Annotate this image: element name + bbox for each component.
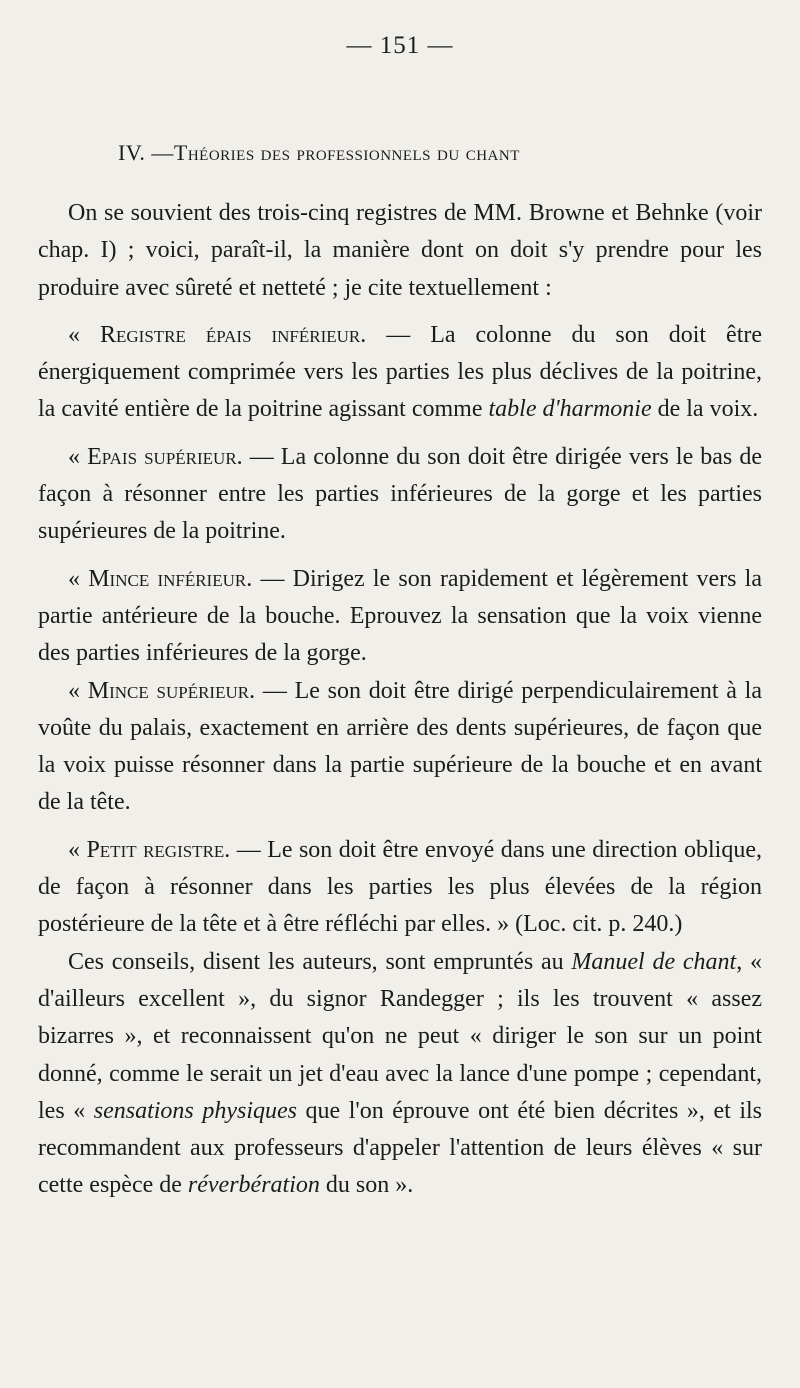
register-label: Epais supérieur. bbox=[87, 443, 243, 470]
register-label: Petit registre. bbox=[86, 836, 231, 863]
paragraph-petit-registre bbox=[38, 832, 762, 944]
paragraph-conseils bbox=[38, 944, 762, 1205]
quote-open: « bbox=[68, 677, 88, 704]
paragraph-text: — La colonne du son doit être énergiquement comprimée vers les parties les plus déclives de la poitrine, la cavité entière de la poitrine agissant comme bbox=[38, 321, 763, 423]
italic-term: table d'harmonie bbox=[488, 396, 652, 423]
paragraph-text: — Le son doit être dirigé perpendiculairement à la voûte du palais, exactement en arrière des dents supérieures, de façon que la voix puisse résonner dans la partie supérieure de la bouche et en avant de la tête. bbox=[38, 677, 763, 816]
italic-term: réverbération bbox=[187, 1172, 320, 1199]
paragraph-text: Ces conseils, disent les auteurs, sont empruntés au bbox=[68, 948, 572, 975]
register-label: Registre épais inférieur. bbox=[99, 321, 367, 348]
paragraph-registre-epais-inferieur bbox=[38, 317, 762, 429]
register-label: Mince supérieur. bbox=[87, 677, 256, 704]
quote-open: « bbox=[68, 321, 100, 348]
italic-term: Manuel de chant bbox=[571, 948, 737, 975]
paragraph-text: — Dirigez le son rapidement et légèrement vers la partie antérieure de la bouche. Eprouvez la sensation que la voix vienne des parties inférieures de la gorge. bbox=[38, 565, 762, 667]
paragraph-text: que l'on éprouve ont été bien décrites », et ils recommandent aux professeurs d'appeler l'attention de leurs élèves « sur cette espèce de bbox=[38, 1097, 762, 1199]
section-numeral: IV. — bbox=[118, 140, 174, 165]
paragraph-mince-inferieur bbox=[38, 561, 762, 673]
quote-open: « bbox=[68, 836, 87, 863]
paragraph-epais-superieur bbox=[38, 439, 762, 551]
quote-open: « bbox=[68, 565, 89, 592]
paragraph-text: , « d'ailleurs excellent », du signor Randegger ; ils les trouvent « assez bizarres », et reconnaissent qu'on ne peut « diriger le son sur un point donné, comme le serait un jet d'eau avec la lance d'une pompe ; cependant, les « bbox=[38, 948, 763, 1124]
paragraph-text: On se souvient des trois-cinq registres de MM. Browne et Behnke (voir chap. I) ; voici, paraît-il, la manière dont on doit s'y prendre pour les produire avec sûreté et netteté ; je cite textuellement : bbox=[38, 200, 762, 301]
page-number: — 151 — bbox=[346, 32, 454, 59]
paragraph-text: — La colonne du son doit être dirigée vers le bas de façon à résonner entre les parties inférieures de la gorge et les parties supérieures de la poitrine. bbox=[38, 443, 762, 545]
register-label: Mince inférieur. bbox=[88, 565, 253, 592]
paragraph-text: de la voix. bbox=[651, 396, 759, 423]
quote-open: « bbox=[68, 443, 88, 470]
paragraph-text: — Le son doit être envoyé dans une direction oblique, de façon à résonner dans les parties les plus élevées de la région postérieure de la tête et à être réfléchi par elles. » (Loc. cit. p. 240.) bbox=[38, 836, 762, 938]
book-page bbox=[38, 0, 762, 1388]
paragraph-mince-superieur bbox=[38, 673, 762, 822]
section-title: Théories des professionnels du chant bbox=[173, 140, 520, 165]
paragraph-text: du son ». bbox=[319, 1172, 414, 1199]
italic-term: sensations physiques bbox=[93, 1097, 297, 1124]
section-heading bbox=[118, 140, 758, 166]
body-text bbox=[38, 195, 762, 1205]
paragraph-intro bbox=[38, 195, 762, 307]
